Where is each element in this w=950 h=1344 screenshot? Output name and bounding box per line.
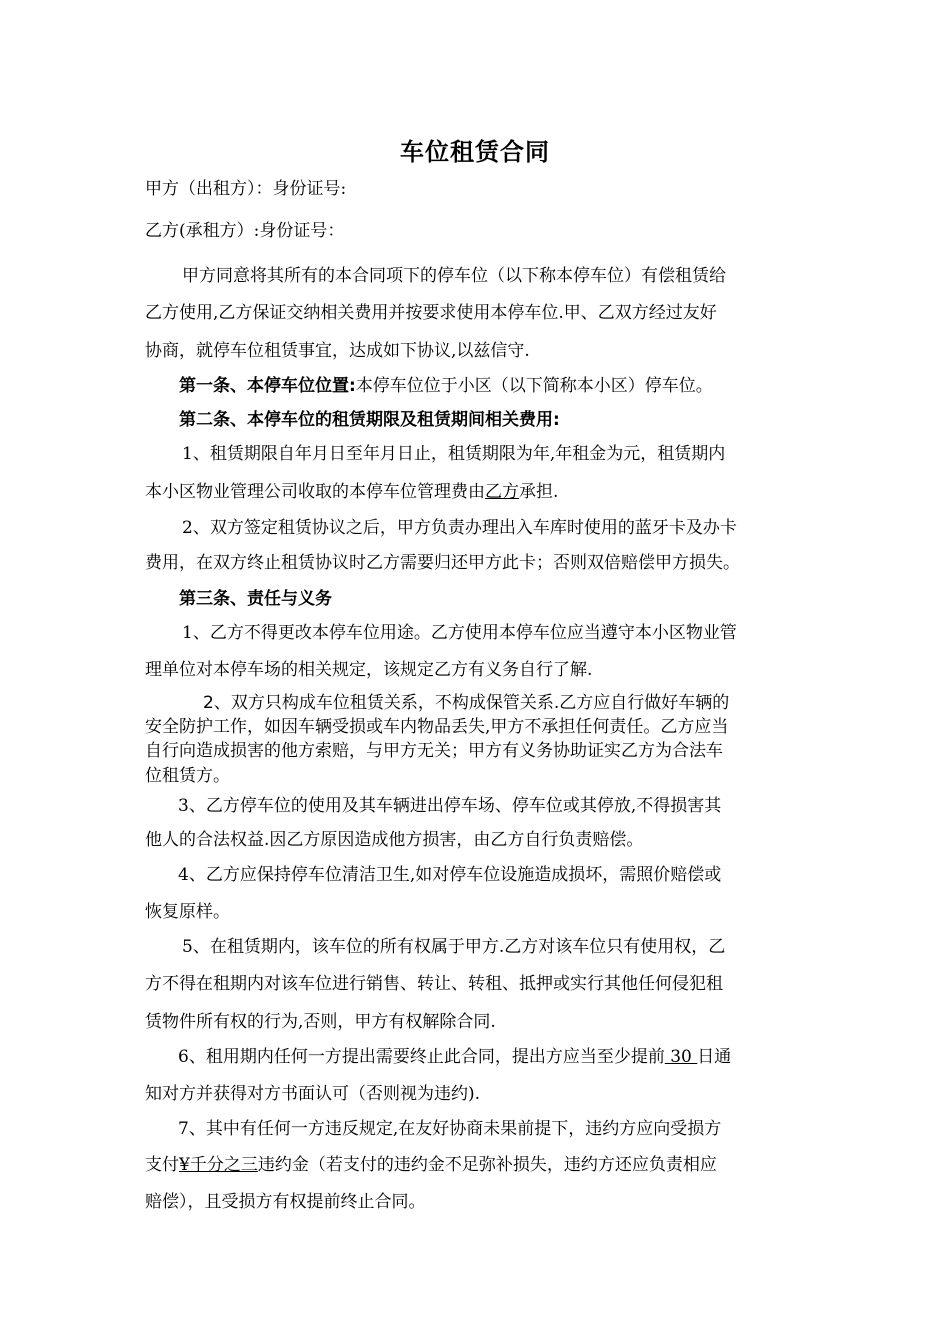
penalty-rate-blank: ¥千分之三	[179, 1155, 258, 1175]
art3-clause7-line1: 7、其中有任何一方违反规定,在友好协商未果前提下，违约方应向受损方	[178, 1119, 722, 1139]
art2-clause2-line1: 2、双方签定租赁协议之后，甲方负责办理出入车库时使用的蓝牙卡及办卡	[182, 518, 737, 538]
art3-clause6-line1: 6、租用期内任何一方提出需要终止此合同，提出方应当至少提前 30 日通	[178, 1047, 732, 1067]
article-3-heading: 第三条、责任与义务	[179, 589, 332, 609]
art3-clause4-line2: 恢复原样。	[145, 902, 230, 922]
article-2-heading: 第二条、本停车位的租赁期限及租赁期间相关费用:	[179, 410, 560, 430]
art2-clause1-line2: 本小区物业管理公司收取的本停车位管理费由乙方承担.	[145, 482, 559, 502]
intro-line-3: 协商，就停车位租赁事宜，达成如下协议,以兹信守.	[145, 341, 530, 361]
art3-clause7-line3: 赔偿），且受损方有权提前终止合同。	[145, 1192, 426, 1212]
art3-clause2-line1: 2、双方只构成车位租赁关系，不构成保管关系.乙方应自行做好车辆的	[203, 693, 730, 713]
art3-clause4-line1: 4、乙方应保持停车位清洁卫生,如对停车位设施造成损坏，需照价赔偿或	[178, 865, 722, 885]
art3-clause5-line2: 方不得在租期内对该车位进行销售、转让、转租、抵押或实行其他任何侵犯租	[145, 974, 723, 994]
notice-days-blank: 30	[664, 1047, 698, 1067]
art3-clause2-line3: 自行向造成损害的他方索赔，与甲方无关；甲方有义务协助证实乙方为合法车	[145, 741, 723, 761]
document-title: 车位租赁合同	[400, 138, 550, 166]
art3-clause2-line4: 位租赁方。	[145, 766, 230, 786]
art3-clause1-line1: 1、乙方不得更改本停车位用途。乙方使用本停车位应当遵守本小区物业管	[182, 623, 737, 643]
intro-line-2: 乙方使用,乙方保证交纳相关费用并按要求使用本停车位.甲、乙双方经过友好	[145, 303, 717, 323]
intro-line-1: 甲方同意将其所有的本合同项下的停车位（以下称本停车位）有偿租赁给	[182, 266, 726, 286]
art3-clause3-line1: 3、乙方停车位的使用及其车辆进出停车场、停车位或其停放,不得损害其	[178, 796, 722, 816]
art2-clause2-line2: 费用，在双方终止租赁协议时乙方需要归还甲方此卡；否则双倍赔偿甲方损失。	[145, 553, 740, 573]
art3-clause5-line1: 5、在租赁期内，该车位的所有权属于甲方.乙方对该车位只有使用权，乙	[182, 937, 726, 957]
art3-clause1-line2: 理单位对本停车场的相关规定，该规定乙方有义务自行了解.	[145, 660, 593, 680]
art2-clause1-line1: 1、租赁期限自年月日至年月日止，租赁期限为年,年租金为元，租赁期内	[182, 444, 726, 464]
art3-clause2-line2: 安全防护工作，如因车辆受损或车内物品丢失,甲方不承担任何责任。乙方应当	[145, 717, 729, 737]
party-a-line: 甲方（出租方）：身份证号:	[145, 179, 347, 199]
art3-clause3-line2: 他人的合法权益.因乙方原因造成他方损害，由乙方自行负责赔偿。	[145, 830, 644, 850]
article-1-heading: 第一条、本停车位位置:	[179, 376, 356, 396]
art3-clause5-line3: 赁物件所有权的行为,否则，甲方有权解除合同.	[145, 1012, 496, 1032]
fee-payer-blank: 乙方	[485, 482, 519, 502]
party-b-line: 乙方(承租方）:身份证号：	[145, 221, 345, 241]
article-1-text: 本停车位位于小区（以下简称本小区）停车位。	[355, 376, 713, 396]
art3-clause7-line2: 支付¥千分之三违约金（若支付的违约金不足弥补损失，违约方还应负责相应	[145, 1155, 717, 1175]
art3-clause6-line2: 知对方并获得对方书面认可（否则视为违约).	[145, 1084, 481, 1104]
article-1	[179, 375, 713, 397]
